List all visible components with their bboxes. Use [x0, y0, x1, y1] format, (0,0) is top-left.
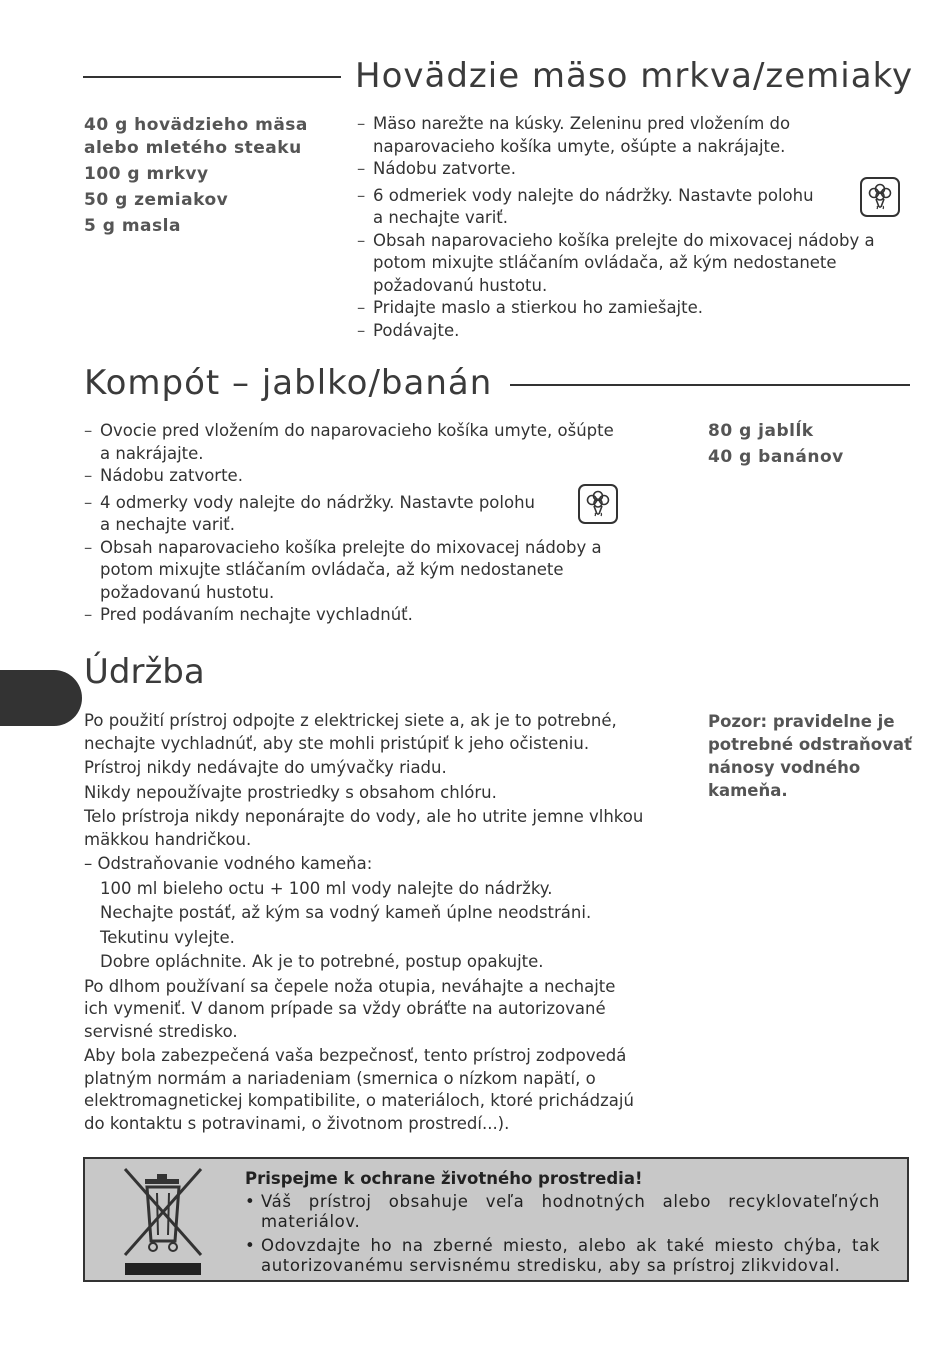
ingredient-item: 40 g banánov	[708, 447, 844, 467]
descale-line: 100 ml bieleho octu + 100 ml vody nalejte do nádržky.	[100, 878, 553, 898]
step-item: – Mäso narežte na kúsky. Zeleninu pred vložením do naparovacieho košíka umyte, ošúpte a nakrájajte.	[357, 113, 902, 158]
step-item: – Nádobu zatvorte.	[357, 158, 902, 181]
paragraph: Po dlhom používaní sa čepele noža otupia, neváhajte a nechajte ich vymeniť. V danom prípade sa vždy obráťte na autorizované servisné stredisko.	[84, 976, 616, 1041]
ingredient-item: 40 g hovädzieho mäsa alebo mletého steaku	[84, 115, 308, 158]
recipe-title-beef: Hovädzie mäso mrkva/zemiaky	[355, 56, 914, 96]
environment-heading: Prispejme k ochrane životného prostredia!	[245, 1169, 643, 1188]
ingredient-item: 80 g jablĺk	[708, 421, 814, 441]
descale-heading: – Odstraňovanie vodného kameňa:	[84, 854, 373, 873]
crossed-out-bin-icon	[123, 1167, 203, 1275]
ingredient-item: 5 g masla	[84, 216, 181, 236]
paragraph: Nikdy nepoužívajte prostriedky s obsahom chlóru.	[84, 782, 497, 802]
descale-line: Tekutinu vylejte.	[100, 927, 235, 947]
section-title-maintenance: Údržba	[84, 652, 205, 692]
warning-note: Pozor: pravidelne je potrebné odstraňovať nánosy vodného kameňa.	[708, 712, 912, 800]
recipe-title-compote: Kompót – jablko/banán	[84, 363, 493, 403]
paragraph: Aby bola zabezpečená vaša bezpečnosť, tento prístroj zodpovedá platným normám a nariadeniam (smernica o nízkom napätí, o elektromagnetickej kompatibilite, o materiáloch, ktoré prichádzajú do kontaktu s potravinami, o životnom prostredí...).	[84, 1046, 634, 1133]
environment-box	[83, 1157, 909, 1282]
page-tab-marker	[0, 670, 82, 726]
ingredients-compote	[708, 420, 908, 472]
ingredient-item: 100 g mrkvy	[84, 164, 209, 184]
descale-line: Dobre opláchnite. Ak je to potrebné, postup opakujte.	[100, 952, 544, 971]
steps-compote	[84, 420, 624, 627]
step-item: – Obsah naparovacieho košíka prelejte do mixovacej nádoby a potom mixujte stláčaním ovládača, až kým nedostanete požadovanú hustotu.	[84, 537, 624, 605]
title-rule-right	[510, 384, 910, 386]
environment-text	[245, 1169, 880, 1280]
title-rule-left	[83, 76, 341, 78]
paragraph: Po použití prístroj odpojte z elektrickej siete a, ak je to potrebné, nechajte vychladnúť, aby ste mohli pristúpiť k jeho očisteniu.	[84, 711, 617, 753]
step-item: – 4 odmerky vody nalejte do nádržky. Nastavte polohu a nechajte variť.	[84, 492, 624, 537]
step-item: – Pridajte maslo a stierkou ho zamiešajte.	[357, 297, 902, 320]
maintenance-text	[84, 710, 644, 1137]
step-item: – 6 odmeriek vody nalejte do nádržky. Nastavte polohu a nechajte variť.	[357, 185, 902, 230]
step-item: – Nádobu zatvorte.	[84, 465, 624, 488]
paragraph: Prístroj nikdy nedávajte do umývačky riadu.	[84, 758, 447, 777]
paragraph: Telo prístroja nikdy neponárajte do vody, ale ho utrite jemne vlhkou mäkkou handričkou.	[84, 807, 644, 849]
steam-broccoli-icon	[860, 177, 900, 217]
ingredients-beef	[84, 114, 314, 241]
step-item: – Obsah naparovacieho košíka prelejte do mixovacej nádoby a potom mixujte stláčaním ovládača, až kým nedostanete požadovanú hustotu.	[357, 230, 902, 298]
descale-line: Nechajte postáť, až kým sa vodný kameň úplne neodstráni.	[100, 903, 592, 922]
steam-broccoli-icon	[578, 484, 618, 524]
step-item: – Pred podávaním nechajte vychladnúť.	[84, 604, 624, 627]
step-item: – Podávajte.	[357, 320, 902, 343]
ingredient-item: 50 g zemiakov	[84, 190, 229, 210]
step-item: – Ovocie pred vložením do naparovacieho košíka umyte, ošúpte a nakrájajte.	[84, 420, 624, 465]
steps-beef	[357, 113, 902, 342]
environment-item: • Váš prístroj obsahuje veľa hodnotných alebo recyklovateľných materiálov.	[245, 1192, 880, 1232]
environment-item: • Odovzdajte ho na zberné miesto, alebo ak také miesto chýba, tak autorizovanému servisnému stredisku, aby sa prístroj zlikvidoval.	[245, 1236, 880, 1276]
